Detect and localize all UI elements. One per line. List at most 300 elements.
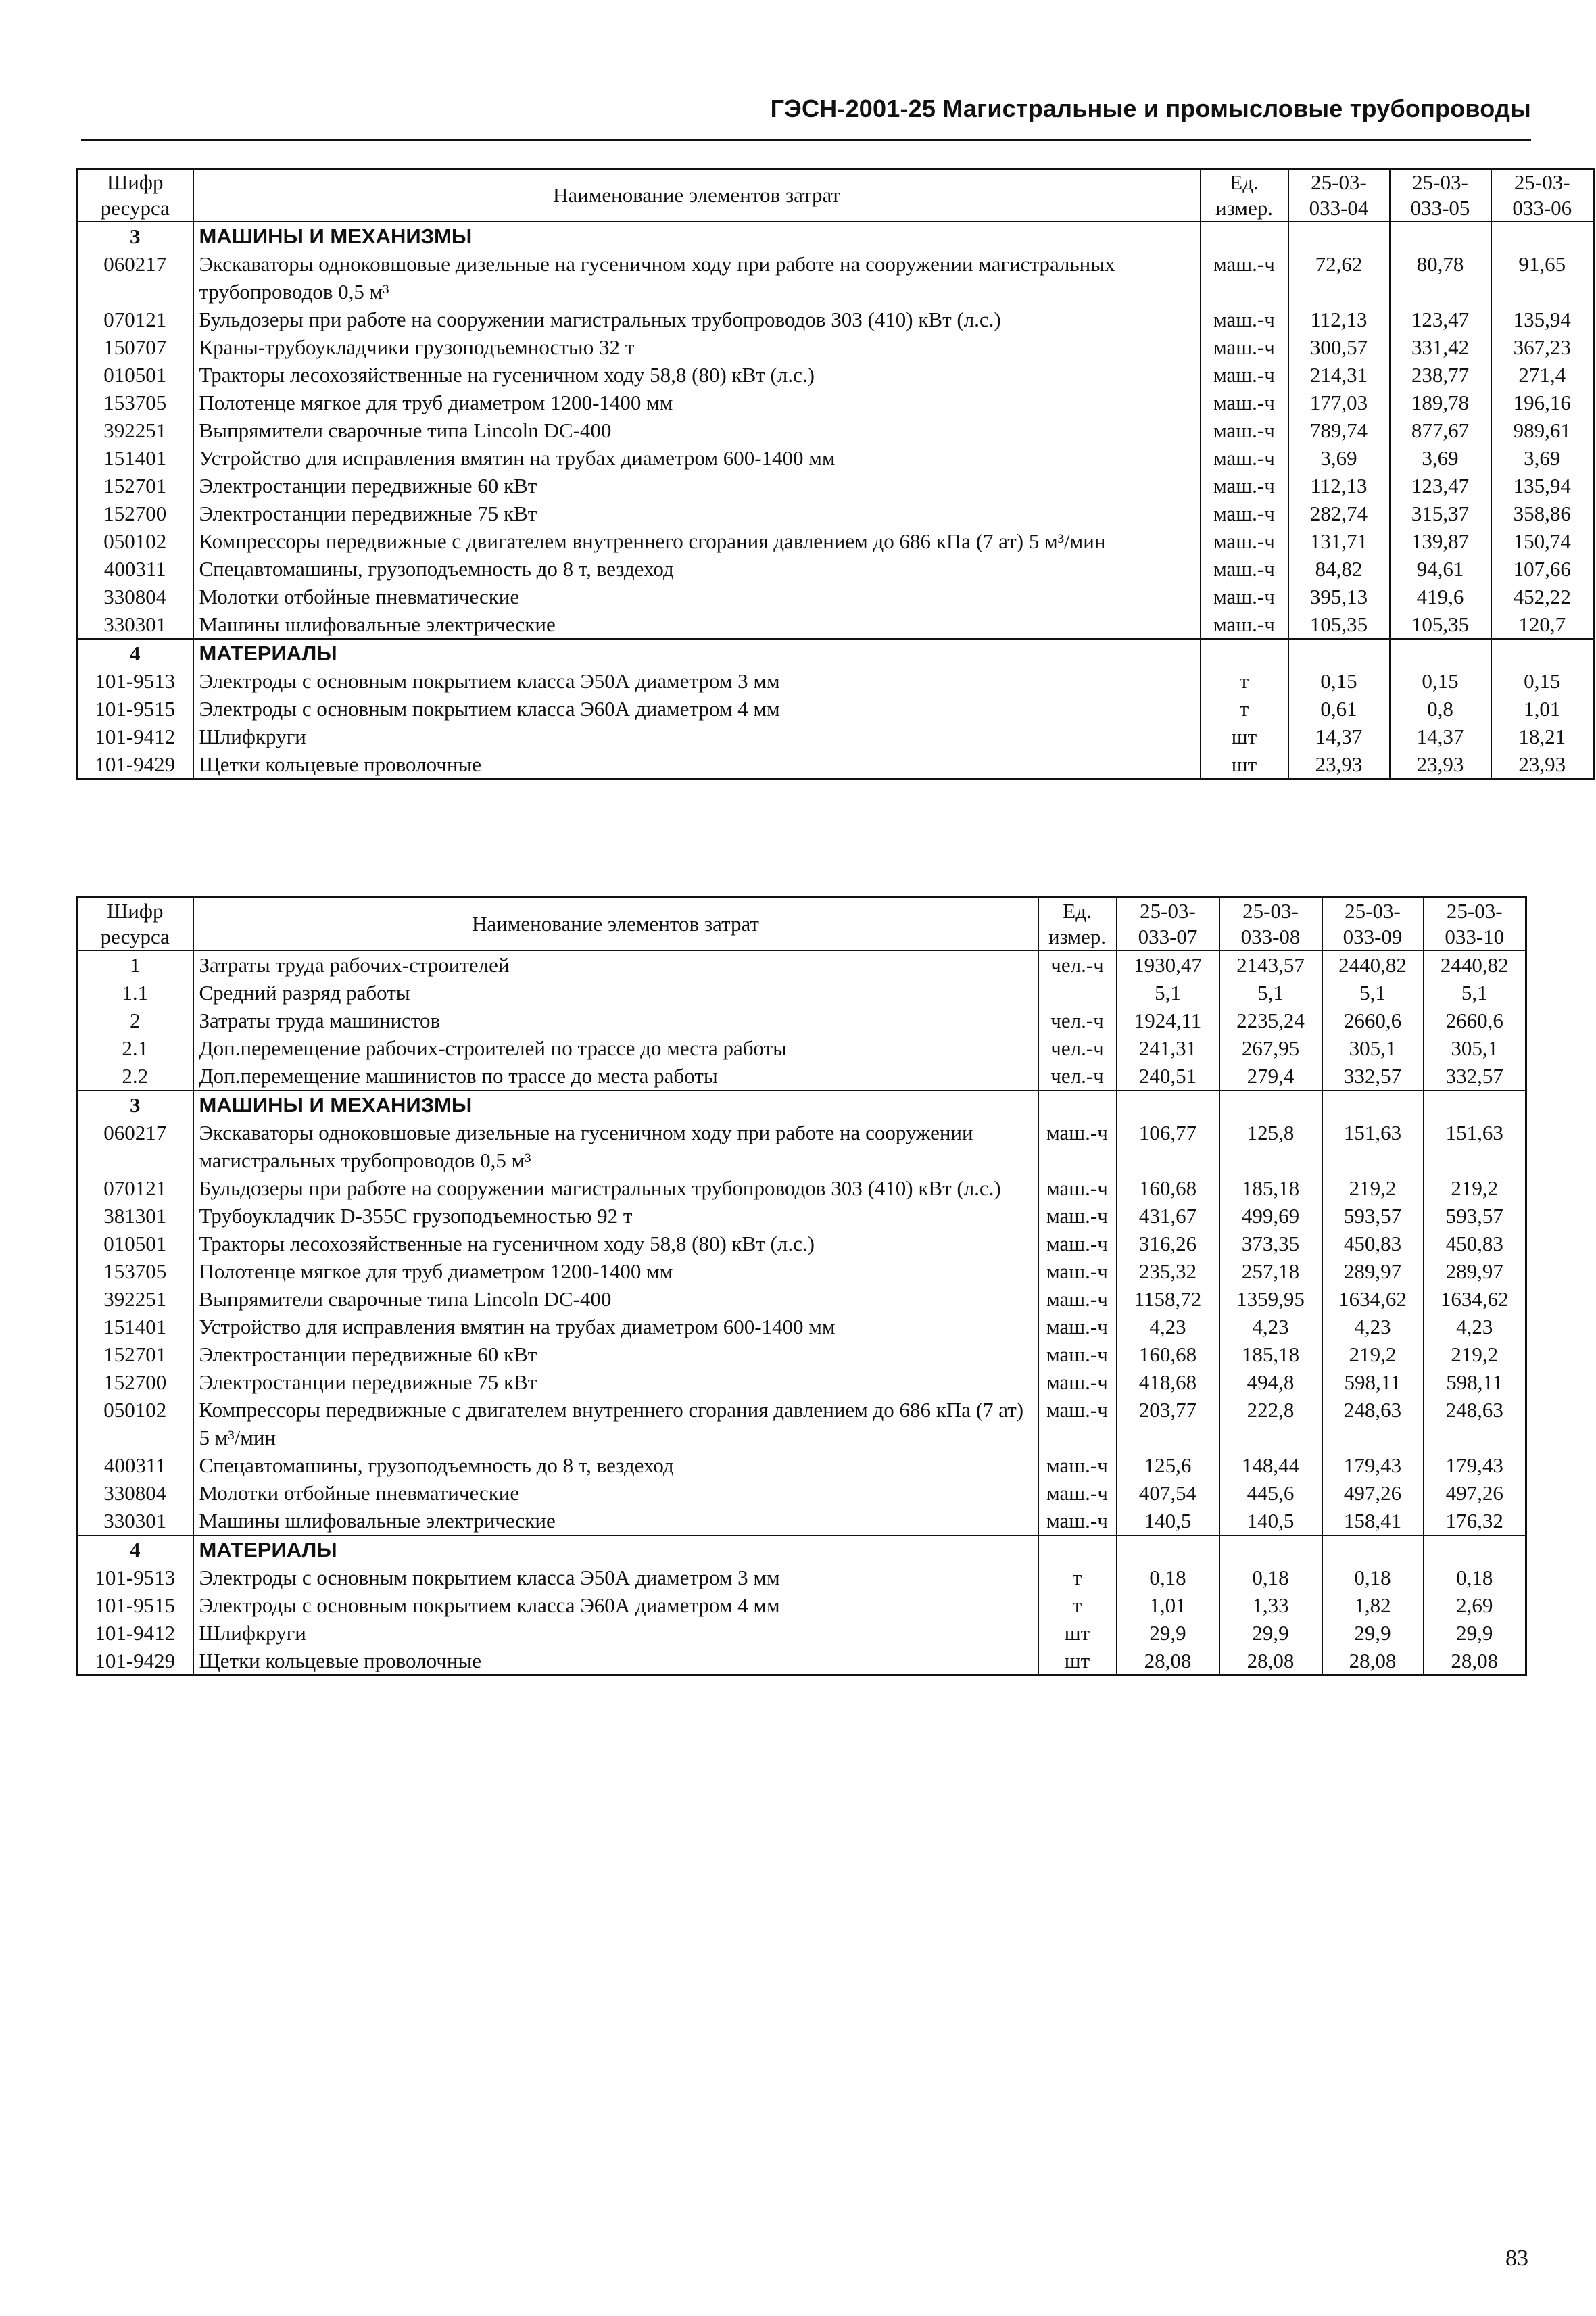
value-cell: 282,74 [1288, 500, 1390, 527]
value-cell: 0,8 [1390, 695, 1491, 723]
value-cell: 120,7 [1491, 610, 1594, 639]
value-cell: 106,77 [1117, 1119, 1219, 1174]
value-cell: 160,68 [1117, 1174, 1219, 1202]
table-row [77, 610, 1594, 639]
empty-cell [1201, 639, 1288, 667]
empty-cell [1117, 1090, 1219, 1119]
table-row [77, 1034, 1526, 1062]
value-cell: 14,37 [1288, 723, 1390, 750]
value-cell: 203,77 [1117, 1396, 1219, 1451]
value-cell: 135,94 [1491, 306, 1594, 333]
value-cell: 305,1 [1424, 1034, 1526, 1062]
table-row [77, 555, 1594, 583]
value-cell: 0,15 [1288, 667, 1390, 695]
value-cell: 123,47 [1390, 472, 1491, 500]
unit-cell: маш.-ч [1038, 1507, 1117, 1535]
value-cell: 332,57 [1424, 1062, 1526, 1090]
value-cell: 2440,82 [1322, 950, 1424, 979]
value-cell: 407,54 [1117, 1479, 1219, 1507]
unit-cell: маш.-ч [1038, 1368, 1117, 1396]
value-cell: 28,08 [1322, 1647, 1424, 1676]
section-row [77, 639, 1594, 667]
unit-cell: маш.-ч [1038, 1230, 1117, 1257]
section-title: МАТЕРИАЛЫ [193, 639, 1201, 667]
unit-cell: маш.-ч [1201, 472, 1288, 500]
table-row [77, 306, 1594, 333]
resource-code: 152701 [77, 1341, 193, 1368]
value-cell: 80,78 [1390, 250, 1491, 306]
header-code: Шифр ресурса [77, 898, 193, 951]
resource-code: 101-9429 [77, 1647, 193, 1676]
page-number: 83 [1505, 2246, 1528, 2271]
table-header-row [77, 169, 1594, 222]
unit-cell: маш.-ч [1201, 500, 1288, 527]
value-cell: 196,16 [1491, 389, 1594, 416]
resource-code: 152700 [77, 500, 193, 527]
value-cell: 431,67 [1117, 1202, 1219, 1230]
resource-code: 070121 [77, 1174, 193, 1202]
resource-name: Экскаваторы одноковшовые дизельные на гусеничном ходу при работе на сооружении магистральных трубопроводов 0,5 м³ [193, 1119, 1038, 1174]
table-row [77, 979, 1526, 1007]
table-row [77, 1396, 1526, 1451]
value-cell: 125,6 [1117, 1451, 1219, 1479]
resource-name: Электроды с основным покрытием класса Э50А диаметром 3 мм [193, 1564, 1038, 1591]
value-cell: 257,18 [1219, 1257, 1322, 1285]
value-cell: 0,18 [1117, 1564, 1219, 1591]
table-row [77, 1313, 1526, 1341]
value-cell: 1,82 [1322, 1591, 1424, 1619]
value-cell: 0,18 [1424, 1564, 1526, 1591]
value-cell: 358,86 [1491, 500, 1594, 527]
header-col: 25-03-033-08 [1219, 898, 1322, 951]
resource-name: Полотенце мягкое для труб диаметром 1200-1400 мм [193, 389, 1201, 416]
value-cell: 222,8 [1219, 1396, 1322, 1451]
table-row [77, 1257, 1526, 1285]
resource-code: 010501 [77, 361, 193, 389]
value-cell: 3,69 [1491, 444, 1594, 472]
table-row [77, 1062, 1526, 1090]
header-unit: Ед. измер. [1038, 898, 1117, 951]
unit-cell: маш.-ч [1038, 1174, 1117, 1202]
table-row [77, 527, 1594, 555]
value-cell: 84,82 [1288, 555, 1390, 583]
value-cell: 241,31 [1117, 1034, 1219, 1062]
value-cell: 332,57 [1322, 1062, 1424, 1090]
table-row [77, 1591, 1526, 1619]
resource-code: 050102 [77, 527, 193, 555]
header-col: 25-03-033-04 [1288, 169, 1390, 222]
value-cell: 150,74 [1491, 527, 1594, 555]
unit-cell: маш.-ч [1038, 1451, 1117, 1479]
resource-code: 150707 [77, 333, 193, 361]
value-cell: 0,18 [1219, 1564, 1322, 1591]
resource-code: 060217 [77, 250, 193, 306]
section-row [77, 1535, 1526, 1564]
resource-code: 151401 [77, 1313, 193, 1341]
value-cell: 140,5 [1219, 1507, 1322, 1535]
empty-cell [1219, 1535, 1322, 1564]
resource-name: Молотки отбойные пневматические [193, 1479, 1038, 1507]
value-cell: 1,33 [1219, 1591, 1322, 1619]
empty-cell [1322, 1535, 1424, 1564]
resource-code: 3 [77, 1090, 193, 1119]
empty-cell [1219, 1090, 1322, 1119]
resource-name: Компрессоры передвижные с двигателем внутреннего сгорания давлением до 686 кПа (7 ат) 5 м³/мин [193, 1396, 1038, 1451]
resource-code: 392251 [77, 416, 193, 444]
unit-cell: маш.-ч [1201, 389, 1288, 416]
value-cell: 107,66 [1491, 555, 1594, 583]
resource-name: Компрессоры передвижные с двигателем внутреннего сгорания давлением до 686 кПа (7 ат) 5 м³/мин [193, 527, 1201, 555]
value-cell: 185,18 [1219, 1174, 1322, 1202]
header-name: Наименование элементов затрат [193, 898, 1038, 951]
value-cell: 219,2 [1424, 1341, 1526, 1368]
table-row [77, 723, 1594, 750]
resource-code: 151401 [77, 444, 193, 472]
resource-name: Тракторы лесохозяйственные на гусеничном ходу 58,8 (80) кВт (л.с.) [193, 1230, 1038, 1257]
resource-table-1 [76, 168, 1595, 780]
table-row [77, 1119, 1526, 1174]
value-cell: 29,9 [1322, 1619, 1424, 1647]
resource-name: Краны-трубоукладчики грузоподъемностью 32 т [193, 333, 1201, 361]
value-cell: 5,1 [1424, 979, 1526, 1007]
resource-name: Шлифкруги [193, 723, 1201, 750]
value-cell: 593,57 [1424, 1202, 1526, 1230]
resource-code: 101-9429 [77, 750, 193, 779]
unit-cell: маш.-ч [1201, 250, 1288, 306]
resource-code: 152701 [77, 472, 193, 500]
resource-code: 4 [77, 1535, 193, 1564]
value-cell: 105,35 [1288, 610, 1390, 639]
value-cell: 4,23 [1219, 1313, 1322, 1341]
table-row [77, 250, 1594, 306]
value-cell: 5,1 [1322, 979, 1424, 1007]
value-cell: 219,2 [1322, 1341, 1424, 1368]
resource-code: 392251 [77, 1285, 193, 1313]
resource-code: 1 [77, 950, 193, 979]
table-row [77, 1479, 1526, 1507]
value-cell: 989,61 [1491, 416, 1594, 444]
section-title: МАШИНЫ И МЕХАНИЗМЫ [193, 1090, 1038, 1119]
header-col: 25-03-033-07 [1117, 898, 1219, 951]
value-cell: 238,77 [1390, 361, 1491, 389]
resource-code: 330804 [77, 583, 193, 610]
value-cell: 160,68 [1117, 1341, 1219, 1368]
value-cell: 316,26 [1117, 1230, 1219, 1257]
value-cell: 28,08 [1424, 1647, 1526, 1676]
value-cell: 248,63 [1424, 1396, 1526, 1451]
resource-name: Электроды с основным покрытием класса Э60А диаметром 4 мм [193, 695, 1201, 723]
table-row [77, 333, 1594, 361]
unit-cell: шт [1038, 1647, 1117, 1676]
resource-name: Машины шлифовальные электрические [193, 1507, 1038, 1535]
resource-name: Доп.перемещение рабочих-строителей по трассе до места работы [193, 1034, 1038, 1062]
value-cell: 279,4 [1219, 1062, 1322, 1090]
resource-name: Бульдозеры при работе на сооружении магистральных трубопроводов 303 (410) кВт (л.с.) [193, 306, 1201, 333]
value-cell: 28,08 [1117, 1647, 1219, 1676]
value-cell: 91,65 [1491, 250, 1594, 306]
empty-cell [1322, 1090, 1424, 1119]
table-row [77, 416, 1594, 444]
empty-cell [1491, 222, 1594, 250]
resource-code: 101-9515 [77, 1591, 193, 1619]
section-title: МАШИНЫ И МЕХАНИЗМЫ [193, 222, 1201, 250]
value-cell: 151,63 [1322, 1119, 1424, 1174]
value-cell: 189,78 [1390, 389, 1491, 416]
value-cell: 877,67 [1390, 416, 1491, 444]
value-cell: 94,61 [1390, 555, 1491, 583]
table-row [77, 1619, 1526, 1647]
resource-code: 330301 [77, 1507, 193, 1535]
value-cell: 300,57 [1288, 333, 1390, 361]
value-cell: 131,71 [1288, 527, 1390, 555]
value-cell: 151,63 [1424, 1119, 1526, 1174]
value-cell: 18,21 [1491, 723, 1594, 750]
value-cell: 235,32 [1117, 1257, 1219, 1285]
value-cell: 23,93 [1390, 750, 1491, 779]
resource-code: 101-9513 [77, 1564, 193, 1591]
header-col: 25-03-033-05 [1390, 169, 1491, 222]
table-row [77, 444, 1594, 472]
value-cell: 289,97 [1322, 1257, 1424, 1285]
resource-code: 381301 [77, 1202, 193, 1230]
table-row [77, 1230, 1526, 1257]
unit-cell: шт [1038, 1619, 1117, 1647]
resource-name: Электростанции передвижные 60 кВт [193, 472, 1201, 500]
empty-cell [1038, 1535, 1117, 1564]
unit-cell: маш.-ч [1201, 361, 1288, 389]
resource-name: Щетки кольцевые проволочные [193, 1647, 1038, 1676]
value-cell: 497,26 [1322, 1479, 1424, 1507]
value-cell: 1359,95 [1219, 1285, 1322, 1313]
table-row [77, 1647, 1526, 1676]
table-row [77, 472, 1594, 500]
empty-cell [1424, 1535, 1526, 1564]
value-cell: 4,23 [1117, 1313, 1219, 1341]
value-cell: 3,69 [1288, 444, 1390, 472]
value-cell: 450,83 [1322, 1230, 1424, 1257]
value-cell: 29,9 [1424, 1619, 1526, 1647]
table-row [77, 750, 1594, 779]
unit-cell: маш.-ч [1038, 1479, 1117, 1507]
empty-cell [1201, 222, 1288, 250]
value-cell: 248,63 [1322, 1396, 1424, 1451]
empty-cell [1038, 1090, 1117, 1119]
resource-name: Экскаваторы одноковшовые дизельные на гусеничном ходу при работе на сооружении магистральных трубопроводов 0,5 м³ [193, 250, 1201, 306]
value-cell: 2660,6 [1424, 1007, 1526, 1034]
resource-code: 050102 [77, 1396, 193, 1451]
value-cell: 289,97 [1424, 1257, 1526, 1285]
resource-name: Электростанции передвижные 75 кВт [193, 500, 1201, 527]
value-cell: 419,6 [1390, 583, 1491, 610]
value-cell: 450,83 [1424, 1230, 1526, 1257]
value-cell: 2,69 [1424, 1591, 1526, 1619]
table-row [77, 1174, 1526, 1202]
table-row [77, 1202, 1526, 1230]
value-cell: 373,35 [1219, 1230, 1322, 1257]
resource-code: 330804 [77, 1479, 193, 1507]
unit-cell: маш.-ч [1201, 306, 1288, 333]
value-cell: 267,95 [1219, 1034, 1322, 1062]
table-row [77, 1368, 1526, 1396]
value-cell: 135,94 [1491, 472, 1594, 500]
value-cell: 105,35 [1390, 610, 1491, 639]
value-cell: 158,41 [1322, 1507, 1424, 1535]
resource-table-2 [76, 896, 1527, 1676]
value-cell: 72,62 [1288, 250, 1390, 306]
value-cell: 140,5 [1117, 1507, 1219, 1535]
table-row [77, 695, 1594, 723]
value-cell: 179,43 [1424, 1451, 1526, 1479]
empty-cell [1424, 1090, 1526, 1119]
value-cell: 185,18 [1219, 1341, 1322, 1368]
value-cell: 2235,24 [1219, 1007, 1322, 1034]
value-cell: 148,44 [1219, 1451, 1322, 1479]
value-cell: 29,9 [1219, 1619, 1322, 1647]
resource-name: Щетки кольцевые проволочные [193, 750, 1201, 779]
value-cell: 452,22 [1491, 583, 1594, 610]
resource-name: Электроды с основным покрытием класса Э50А диаметром 3 мм [193, 667, 1201, 695]
header-name: Наименование элементов затрат [193, 169, 1201, 222]
table-row [77, 1341, 1526, 1368]
resource-code: 3 [77, 222, 193, 250]
table-row [77, 1285, 1526, 1313]
unit-cell: т [1201, 667, 1288, 695]
value-cell: 23,93 [1288, 750, 1390, 779]
unit-cell: маш.-ч [1038, 1285, 1117, 1313]
table-row [77, 1007, 1526, 1034]
header-col: 25-03-033-09 [1322, 898, 1424, 951]
unit-cell: маш.-ч [1201, 610, 1288, 639]
value-cell: 214,31 [1288, 361, 1390, 389]
resource-code: 101-9515 [77, 695, 193, 723]
value-cell: 125,8 [1219, 1119, 1322, 1174]
value-cell: 598,11 [1424, 1368, 1526, 1396]
resource-name: Молотки отбойные пневматические [193, 583, 1201, 610]
value-cell: 1,01 [1491, 695, 1594, 723]
value-cell: 240,51 [1117, 1062, 1219, 1090]
resource-name: Электростанции передвижные 75 кВт [193, 1368, 1038, 1396]
value-cell: 219,2 [1322, 1174, 1424, 1202]
header-unit: Ед. измер. [1201, 169, 1288, 222]
value-cell: 1924,11 [1117, 1007, 1219, 1034]
value-cell: 598,11 [1322, 1368, 1424, 1396]
unit-cell: маш.-ч [1201, 444, 1288, 472]
resource-name: Затраты труда машинистов [193, 1007, 1038, 1034]
value-cell: 305,1 [1322, 1034, 1424, 1062]
unit-cell: маш.-ч [1038, 1202, 1117, 1230]
resource-code: 153705 [77, 389, 193, 416]
value-cell: 5,1 [1117, 979, 1219, 1007]
unit-cell: маш.-ч [1201, 416, 1288, 444]
resource-name: Доп.перемещение машинистов по трассе до места работы [193, 1062, 1038, 1090]
resource-code: 2.2 [77, 1062, 193, 1090]
resource-code: 400311 [77, 1451, 193, 1479]
unit-cell: т [1201, 695, 1288, 723]
resource-code: 400311 [77, 555, 193, 583]
value-cell: 112,13 [1288, 472, 1390, 500]
table-row [77, 583, 1594, 610]
value-cell: 23,93 [1491, 750, 1594, 779]
value-cell: 499,69 [1219, 1202, 1322, 1230]
resource-code: 153705 [77, 1257, 193, 1285]
value-cell: 494,8 [1219, 1368, 1322, 1396]
resource-code: 4 [77, 639, 193, 667]
empty-cell [1390, 639, 1491, 667]
value-cell: 29,9 [1117, 1619, 1219, 1647]
resource-name: Машины шлифовальные электрические [193, 610, 1201, 639]
resource-code: 070121 [77, 306, 193, 333]
resource-code: 2 [77, 1007, 193, 1034]
value-cell: 271,4 [1491, 361, 1594, 389]
value-cell: 112,13 [1288, 306, 1390, 333]
table-row [77, 1507, 1526, 1535]
resource-code: 330301 [77, 610, 193, 639]
unit-cell: маш.-ч [1201, 583, 1288, 610]
value-cell: 14,37 [1390, 723, 1491, 750]
value-cell: 0,15 [1390, 667, 1491, 695]
value-cell: 2440,82 [1424, 950, 1526, 979]
value-cell: 2660,6 [1322, 1007, 1424, 1034]
value-cell: 789,74 [1288, 416, 1390, 444]
value-cell: 177,03 [1288, 389, 1390, 416]
table-row [77, 1451, 1526, 1479]
value-cell: 1158,72 [1117, 1285, 1219, 1313]
value-cell: 179,43 [1322, 1451, 1424, 1479]
resource-code: 101-9513 [77, 667, 193, 695]
value-cell: 445,6 [1219, 1479, 1322, 1507]
unit-cell: шт [1201, 750, 1288, 779]
empty-cell [1390, 222, 1491, 250]
resource-name: Выпрямители сварочные типа Lincoln DC-400 [193, 416, 1201, 444]
resource-code: 060217 [77, 1119, 193, 1174]
value-cell: 367,23 [1491, 333, 1594, 361]
resource-name: Спецавтомашины, грузоподъемность до 8 т, вездеход [193, 1451, 1038, 1479]
header-code: Шифр ресурса [77, 169, 193, 222]
unit-cell: шт [1201, 723, 1288, 750]
header-col: 25-03-033-10 [1424, 898, 1526, 951]
resource-name: Шлифкруги [193, 1619, 1038, 1647]
resource-name: Электростанции передвижные 60 кВт [193, 1341, 1038, 1368]
unit-cell: т [1038, 1564, 1117, 1591]
resource-name: Затраты труда рабочих-строителей [193, 950, 1038, 979]
resource-code: 1.1 [77, 979, 193, 1007]
resource-name: Тракторы лесохозяйственные на гусеничном ходу 58,8 (80) кВт (л.с.) [193, 361, 1201, 389]
table-row [77, 667, 1594, 695]
page-header [81, 95, 1531, 141]
unit-cell [1038, 979, 1117, 1007]
value-cell: 5,1 [1219, 979, 1322, 1007]
page-title: ГЭСН-2001-25 Магистральные и промысловые трубопроводы [770, 95, 1531, 122]
resource-name: Трубоукладчик D-355C грузоподъемностью 92 т [193, 1202, 1038, 1230]
value-cell: 497,26 [1424, 1479, 1526, 1507]
value-cell: 1634,62 [1424, 1285, 1526, 1313]
value-cell: 176,32 [1424, 1507, 1526, 1535]
resource-code: 152700 [77, 1368, 193, 1396]
value-cell: 395,13 [1288, 583, 1390, 610]
value-cell: 139,87 [1390, 527, 1491, 555]
resource-name: Бульдозеры при работе на сооружении магистральных трубопроводов 303 (410) кВт (л.с.) [193, 1174, 1038, 1202]
value-cell: 0,18 [1322, 1564, 1424, 1591]
unit-cell: маш.-ч [1038, 1257, 1117, 1285]
unit-cell: маш.-ч [1201, 527, 1288, 555]
table-row [77, 389, 1594, 416]
value-cell: 4,23 [1322, 1313, 1424, 1341]
unit-cell: маш.-ч [1038, 1396, 1117, 1451]
resource-code: 101-9412 [77, 1619, 193, 1647]
unit-cell: маш.-ч [1201, 555, 1288, 583]
resource-code: 101-9412 [77, 723, 193, 750]
table-row [77, 500, 1594, 527]
